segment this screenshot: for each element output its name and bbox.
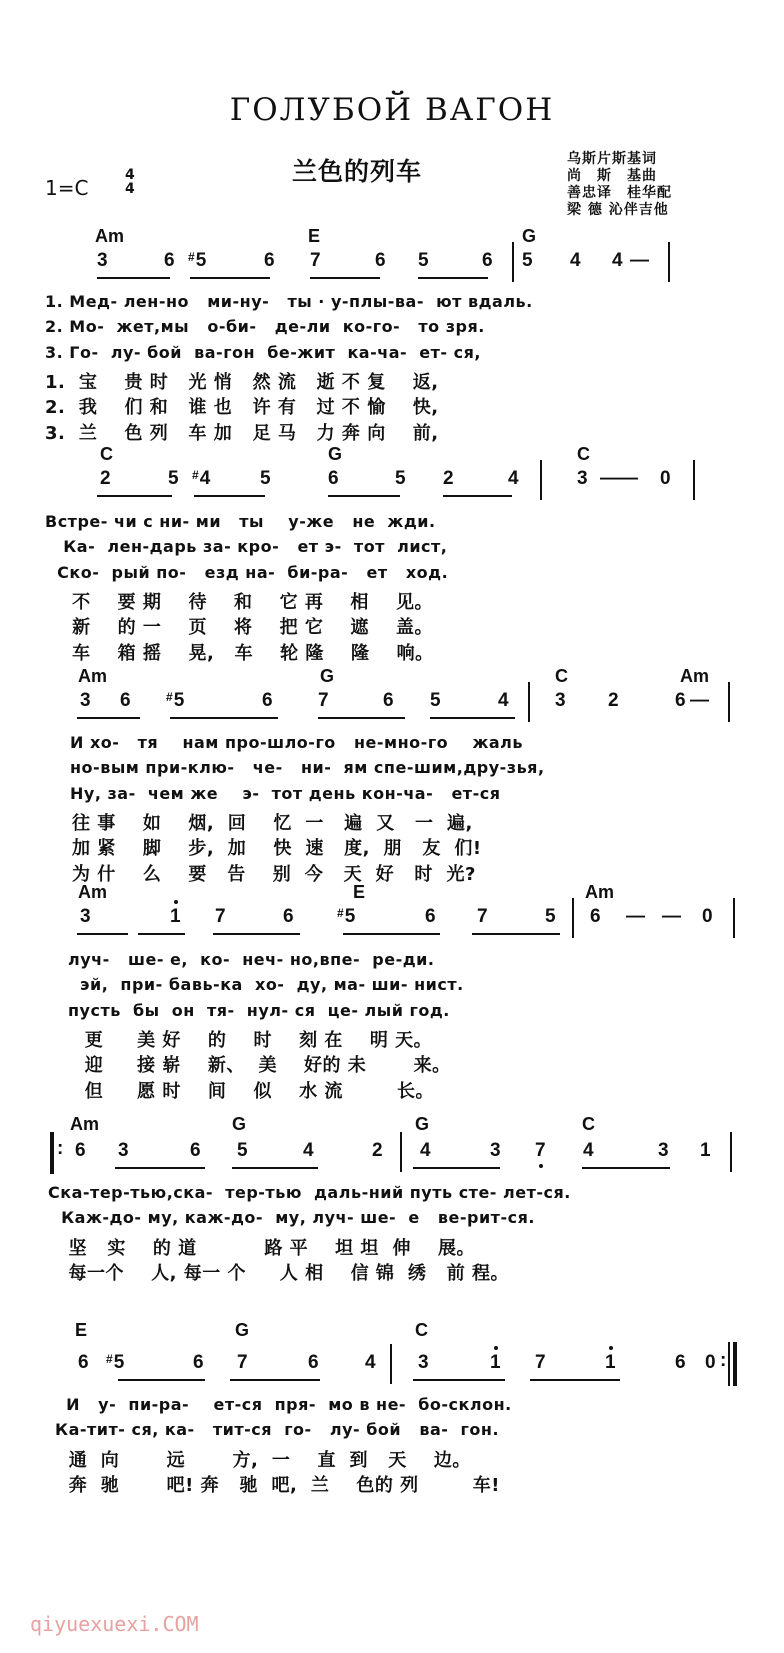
beam-line xyxy=(232,1167,318,1169)
note: 5 xyxy=(168,468,179,489)
beam-line xyxy=(115,1167,205,1169)
lyric-line: 不 要 期 待 和 它 再 相 见。 xyxy=(45,591,433,613)
barline xyxy=(528,682,530,722)
note xyxy=(192,468,210,490)
lyric-line: 3. Го- лу- бой ва-гон бе-жит ка-ча- ет- ся, xyxy=(45,342,481,362)
note: 3 xyxy=(555,690,566,711)
note: 5 xyxy=(395,468,406,489)
lyric-line: 车 箱 摇 晃, 车 轮 隆 隆 响。 xyxy=(45,642,434,664)
beam-line xyxy=(413,1379,505,1381)
beam-line xyxy=(194,495,265,497)
note: 7 xyxy=(215,906,226,927)
lyric-line: И у- пи-ра- ет-ся пря- мо в не- бо-склон. xyxy=(60,1395,512,1414)
repeat-end-barline xyxy=(728,1342,730,1386)
note: 1 xyxy=(700,1140,711,1161)
lyric-line: 新 的 一 页 将 把 它 遮 盖。 xyxy=(45,617,433,639)
lyric-line: пусть бы он тя- нул- ся це- лый год. xyxy=(68,1000,450,1020)
note-digit: 5 xyxy=(173,690,185,711)
beam-line xyxy=(97,495,172,497)
note: 6 xyxy=(193,1352,204,1373)
final-barline xyxy=(733,1342,737,1386)
repeat-dots: : xyxy=(57,1138,64,1159)
note: — xyxy=(662,906,681,927)
note-digit: 5 xyxy=(113,1352,125,1373)
beam-line xyxy=(170,717,278,719)
note: 6 xyxy=(675,690,686,711)
note: 2 xyxy=(443,468,454,489)
note: 6 xyxy=(375,250,386,271)
sharp-sign: # xyxy=(166,690,173,704)
lyric-line: 3. 兰 色 列 车 加 足 马 力 奔 向 前, xyxy=(45,422,439,444)
note xyxy=(106,1352,124,1374)
beam-line xyxy=(213,933,300,935)
note xyxy=(337,906,355,928)
meter-bottom: 4 xyxy=(125,181,135,197)
lyric-line: 为 什 么 要 告 别 今 天 好 时 光? xyxy=(72,863,476,885)
chord-symbol: C xyxy=(577,444,590,464)
note: 7 xyxy=(237,1352,248,1373)
time-signature xyxy=(125,168,135,196)
beam-line xyxy=(328,495,400,497)
note: 6 xyxy=(328,468,339,489)
beam-line xyxy=(472,933,560,935)
note: 2 xyxy=(100,468,111,489)
note: 1 xyxy=(490,1352,501,1373)
meter-top: 4 xyxy=(125,167,135,183)
barline xyxy=(730,1132,732,1172)
chord-symbol: C xyxy=(582,1114,595,1134)
note: 6 xyxy=(383,690,394,711)
lyric-line: 加 紧 脚 步, 加 快 速 度, 朋 友 们! xyxy=(72,838,482,860)
note: 6 xyxy=(425,906,436,927)
note: 4 xyxy=(583,1140,594,1161)
note: 0 xyxy=(702,906,713,927)
repeat-dots: : xyxy=(720,1350,727,1371)
lyric-line: Встре- чи с ни- ми ты у-же не жди. xyxy=(45,512,436,531)
barline xyxy=(390,1344,392,1384)
note: 6 xyxy=(590,906,601,927)
barline xyxy=(668,242,670,282)
note: 5 xyxy=(260,468,271,489)
note: 7 xyxy=(310,250,321,271)
barline xyxy=(572,898,574,938)
chord-symbol: C xyxy=(555,666,568,686)
chord-symbol: G xyxy=(320,666,335,686)
chord-symbol: Am xyxy=(585,882,615,902)
sharp-sign: # xyxy=(188,250,195,264)
chord-symbol: Am xyxy=(95,226,125,246)
note: —— xyxy=(600,468,638,489)
beam-line xyxy=(118,1379,205,1381)
lyric-line: 1. 宝 贵 时 光 悄 然 流 逝 不 复 返, xyxy=(45,371,439,393)
chord-symbol: C xyxy=(415,1320,428,1340)
barline xyxy=(728,682,730,722)
lyric-line: 2. Мо- жет,мы о-би- де-ли ко-го- то зря. xyxy=(45,317,485,337)
barline xyxy=(512,242,514,282)
note: 7 xyxy=(535,1352,546,1373)
lyric-line: луч- ше- е, ко- неч- но,впе- ре-ди. xyxy=(68,950,435,969)
lyric-line: 通 向 远 方, 一 直 到 天 边。 xyxy=(62,1449,471,1471)
key-signature: 1=C xyxy=(45,176,89,200)
note: 6 xyxy=(164,250,175,271)
lyric-line: И хо- тя нам про-шло-го не-мно-го жаль xyxy=(70,733,523,752)
lyric-line: 每一个 人, 每一 个 人 相 信 锦 绣 前 程。 xyxy=(55,1262,510,1284)
note: 4 xyxy=(570,250,581,271)
note: 7 xyxy=(535,1140,546,1161)
note: 4 xyxy=(303,1140,314,1161)
note: 6 xyxy=(283,906,294,927)
note: 0 xyxy=(705,1352,716,1373)
barline xyxy=(540,460,542,500)
beam-line xyxy=(77,933,128,935)
beam-line xyxy=(443,495,512,497)
note: 3 xyxy=(118,1140,129,1161)
lyric-line: 但 愿 时 间 似 水 流 长。 xyxy=(78,1080,434,1102)
note: 7 xyxy=(318,690,329,711)
barline xyxy=(733,898,735,938)
note: 3 xyxy=(490,1140,501,1161)
lyric-line: Ска-тер-тью,ска- тер-тью даль-ний путь сте- лет-ся. xyxy=(48,1183,571,1202)
beam-line xyxy=(430,717,515,719)
note: 4 xyxy=(365,1352,376,1373)
note: 6 xyxy=(75,1140,86,1161)
lyric-line: 2. 我 们 和 谁 也 许 有 过 不 愉 快, xyxy=(45,397,439,419)
credit-guitar: 梁 德 沁伴吉他 xyxy=(567,202,669,218)
beam-line xyxy=(343,933,440,935)
beam-line xyxy=(230,1379,320,1381)
chord-symbol: Am xyxy=(70,1114,100,1134)
chord-symbol: Am xyxy=(78,882,108,902)
note: 3 xyxy=(80,906,91,927)
beam-line xyxy=(138,933,185,935)
beam-line xyxy=(413,1167,500,1169)
note: — xyxy=(690,690,709,711)
beam-line xyxy=(310,277,380,279)
note: 6 xyxy=(262,690,273,711)
note: 3 xyxy=(80,690,91,711)
lyric-line: но-вым при-клю- че- ни- ям спе-шим,дру-зья, xyxy=(70,758,545,778)
note: 5 xyxy=(237,1140,248,1161)
note: 1 xyxy=(170,906,181,927)
note: 3 xyxy=(418,1352,429,1373)
lyric-line: 迎 接 崭 新、 美 好的 未 来。 xyxy=(78,1055,451,1077)
note: — xyxy=(630,250,649,271)
note: 6 xyxy=(482,250,493,271)
watermark: qiyuexuexi.COM xyxy=(30,1612,199,1636)
chord-symbol: G xyxy=(232,1114,247,1134)
note: — xyxy=(626,906,645,927)
note: 3 xyxy=(577,468,588,489)
note: 5 xyxy=(430,690,441,711)
chord-symbol: G xyxy=(328,444,343,464)
sharp-sign: # xyxy=(106,1352,113,1366)
credit-lyricist: 乌斯片斯基词 xyxy=(567,151,657,167)
note: 2 xyxy=(372,1140,383,1161)
sharp-sign: # xyxy=(337,906,344,920)
lyric-line: эй, при- бавь-ка хо- ду, ма- ши- нист. xyxy=(80,975,464,995)
note: 3 xyxy=(658,1140,669,1161)
lyric-line: 往 事 如 烟, 回 忆 一 遍 又 一 遍, xyxy=(72,812,473,834)
chinese-title: 兰色的列车 xyxy=(292,157,423,186)
beam-line xyxy=(190,277,270,279)
note: 3 xyxy=(97,250,108,271)
note: 0 xyxy=(660,468,671,489)
lyric-line: Каж-до- му, каж-до- му, луч- ше- е ве-рит-ся. xyxy=(55,1208,535,1228)
chord-symbol: Am xyxy=(680,666,710,686)
beam-line xyxy=(77,717,140,719)
note: 6 xyxy=(190,1140,201,1161)
chord-symbol: G xyxy=(522,226,537,246)
repeat-start-barline xyxy=(50,1132,54,1174)
note xyxy=(188,250,206,272)
chord-symbol: G xyxy=(235,1320,250,1340)
chord-symbol: E xyxy=(75,1320,88,1340)
chord-symbol: C xyxy=(100,444,113,464)
chord-symbol: E xyxy=(308,226,321,246)
barline xyxy=(693,460,695,500)
note: 2 xyxy=(608,690,619,711)
barline xyxy=(400,1132,402,1172)
credit-translator: 善忠译 桂华配 xyxy=(567,185,672,201)
russian-title: ГОЛУБОЙ ВАГОН xyxy=(229,92,555,128)
note: 5 xyxy=(545,906,556,927)
chord-symbol: G xyxy=(415,1114,430,1134)
beam-line xyxy=(582,1167,670,1169)
lyric-line: 奔 驰 吧! 奔 驰 吧, 兰 色的 列 车! xyxy=(62,1474,501,1496)
note-digit: 4 xyxy=(199,468,211,489)
beam-line xyxy=(530,1379,620,1381)
lyric-line: Ну, за- чем же э- тот день кон-ча- ет-ся xyxy=(70,783,501,803)
note: 4 xyxy=(612,250,623,271)
beam-line xyxy=(418,277,488,279)
lyric-line: Ка-тит- ся, ка- тит-ся го- лу- бой ва- гон. xyxy=(55,1420,500,1440)
lyric-line: 1. Мед- лен-но ми-ну- ты · у-плы-ва- ют вдаль. xyxy=(45,292,533,311)
beam-line xyxy=(318,717,405,719)
note: 6 xyxy=(308,1352,319,1373)
note: 4 xyxy=(420,1140,431,1161)
sharp-sign: # xyxy=(192,468,199,482)
note: 1 xyxy=(605,1352,616,1373)
chord-symbol: E xyxy=(353,882,366,902)
note: 4 xyxy=(498,690,509,711)
note-digit: 5 xyxy=(195,250,207,271)
note: 6 xyxy=(78,1352,89,1373)
note: 6 xyxy=(264,250,275,271)
note: 6 xyxy=(675,1352,686,1373)
beam-line xyxy=(97,277,170,279)
credit-composer: 尚 斯 基曲 xyxy=(567,168,657,184)
lyric-line: 坚 实 的 道 路 平 坦 坦 伸 展。 xyxy=(55,1237,476,1259)
note xyxy=(166,690,184,712)
note: 4 xyxy=(508,468,519,489)
lyric-line: Ско- рый по- езд на- би-ра- ет ход. xyxy=(45,562,449,582)
lyric-line: Ка- лен-дарь за- кро- ет э- тот лист, xyxy=(45,537,448,557)
note-digit: 5 xyxy=(344,906,356,927)
chord-symbol: Am xyxy=(78,666,108,686)
note: 5 xyxy=(522,250,533,271)
lyric-line: 更 美 好 的 时 刻 在 明 天。 xyxy=(78,1029,433,1051)
note: 6 xyxy=(120,690,131,711)
note: 7 xyxy=(477,906,488,927)
note: 5 xyxy=(418,250,429,271)
